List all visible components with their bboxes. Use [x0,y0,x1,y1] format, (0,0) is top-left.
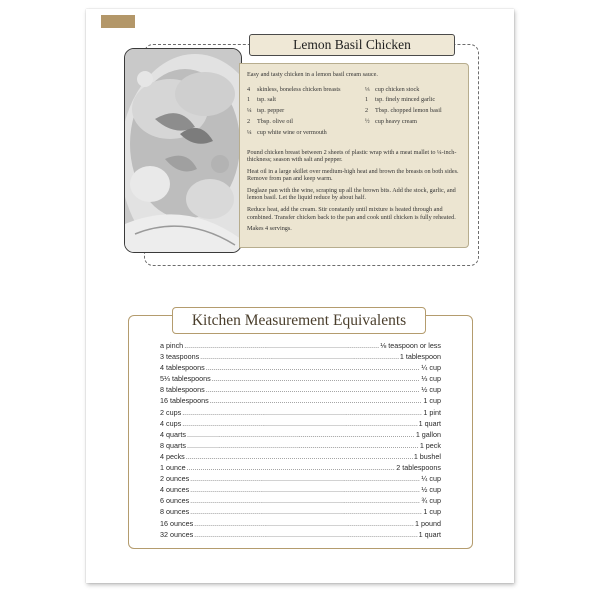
ingredient: 1 tsp. finely minced garlic [365,96,436,104]
measurement-row: 6 ounces ..... ¾ cup [160,496,441,507]
recipe-step: Deglaze pan with the wine, scraping up all the brown bits. Add the stock, garlic, and lemon basil. Let the liquid reduce by about half. [247,186,456,202]
recipe-step: Pound chicken breast between 2 sheets of plastic wrap with a meat mallet to ¼-inch-thickness; season with salt and pepper. [247,148,457,164]
recipe-step: Reduce heat, add the cream. Stir constantly until mixture is heated through and combined. Transfer chicken back to the pan and cook until chicken is fully reheated. [247,206,456,221]
ingredient: ½ cup heavy cream [365,117,417,125]
measurement-row: 4 ounces ..... ½ cup [160,485,441,496]
measurement-row: 8 tablespoons ..... ½ cup [160,385,441,396]
measurement-row: 2 cups ..... 1 pint [160,408,441,419]
measurement-row: 8 quarts ..... 1 peck [160,441,441,452]
measurement-row: 5⅓ tablespoons ..... ⅓ cup [160,374,441,385]
ingredients-left [247,86,365,140]
ingredient: 4 skinless, boneless chicken breasts [247,85,341,93]
recipe-page [86,9,514,583]
measurement-row: 4 pecks ..... 1 bushel [160,452,441,463]
ingredients [247,86,462,140]
ingredient: ¼ tsp. pepper [247,107,285,115]
measurement-row: 16 tablespoons ..... 1 cup [160,396,441,407]
recipe-step: Heat oil in a large skillet over medium-high heat and brown the breasts on both sides. Remove from pan and keep warm. [247,167,459,183]
measurement-row: 4 tablespoons ..... ¼ cup [160,363,441,374]
corner-tab [101,15,135,28]
measurement-row: 4 quarts ..... 1 gallon [160,430,441,441]
recipe-intro: Easy and tasty chicken in a lemon basil cream sauce. [247,71,378,78]
ingredient: ⅓ cup chicken stock [365,85,420,93]
recipe-panel [239,63,469,248]
measurement-row: 1 ounce ..... 2 tablespoons [160,463,441,474]
ingredient: 2 Tbsp. chopped lemon basil [365,107,442,115]
measurement-row: 8 ounces ..... 1 cup [160,507,441,518]
ingredients-right [365,86,442,140]
recipe-title: Lemon Basil Chicken [249,34,455,56]
measurement-row: a pinch ..... ⅛ teaspoon or less [160,341,441,352]
ingredient: 1 tsp. salt [247,96,276,104]
measurements-title: Kitchen Measurement Equivalents [172,307,426,334]
measurement-row: 16 ounces ..... 1 pound [160,519,441,530]
measurement-row: 32 ounces ..... 1 quart [160,530,441,541]
recipe-servings: Makes 4 servings. [247,225,292,233]
ingredient: 2 Tbsp. olive oil [247,117,293,125]
measurement-row: 3 teaspoons ..... 1 tablespoon [160,352,441,363]
recipe-photo [124,48,242,253]
ingredient: ¼ cup white wine or vermouth [247,128,327,136]
measurement-row: 2 ounces ..... ¼ cup [160,474,441,485]
measurement-row: 4 cups ..... 1 quart [160,419,441,430]
measurements-list [160,341,441,541]
